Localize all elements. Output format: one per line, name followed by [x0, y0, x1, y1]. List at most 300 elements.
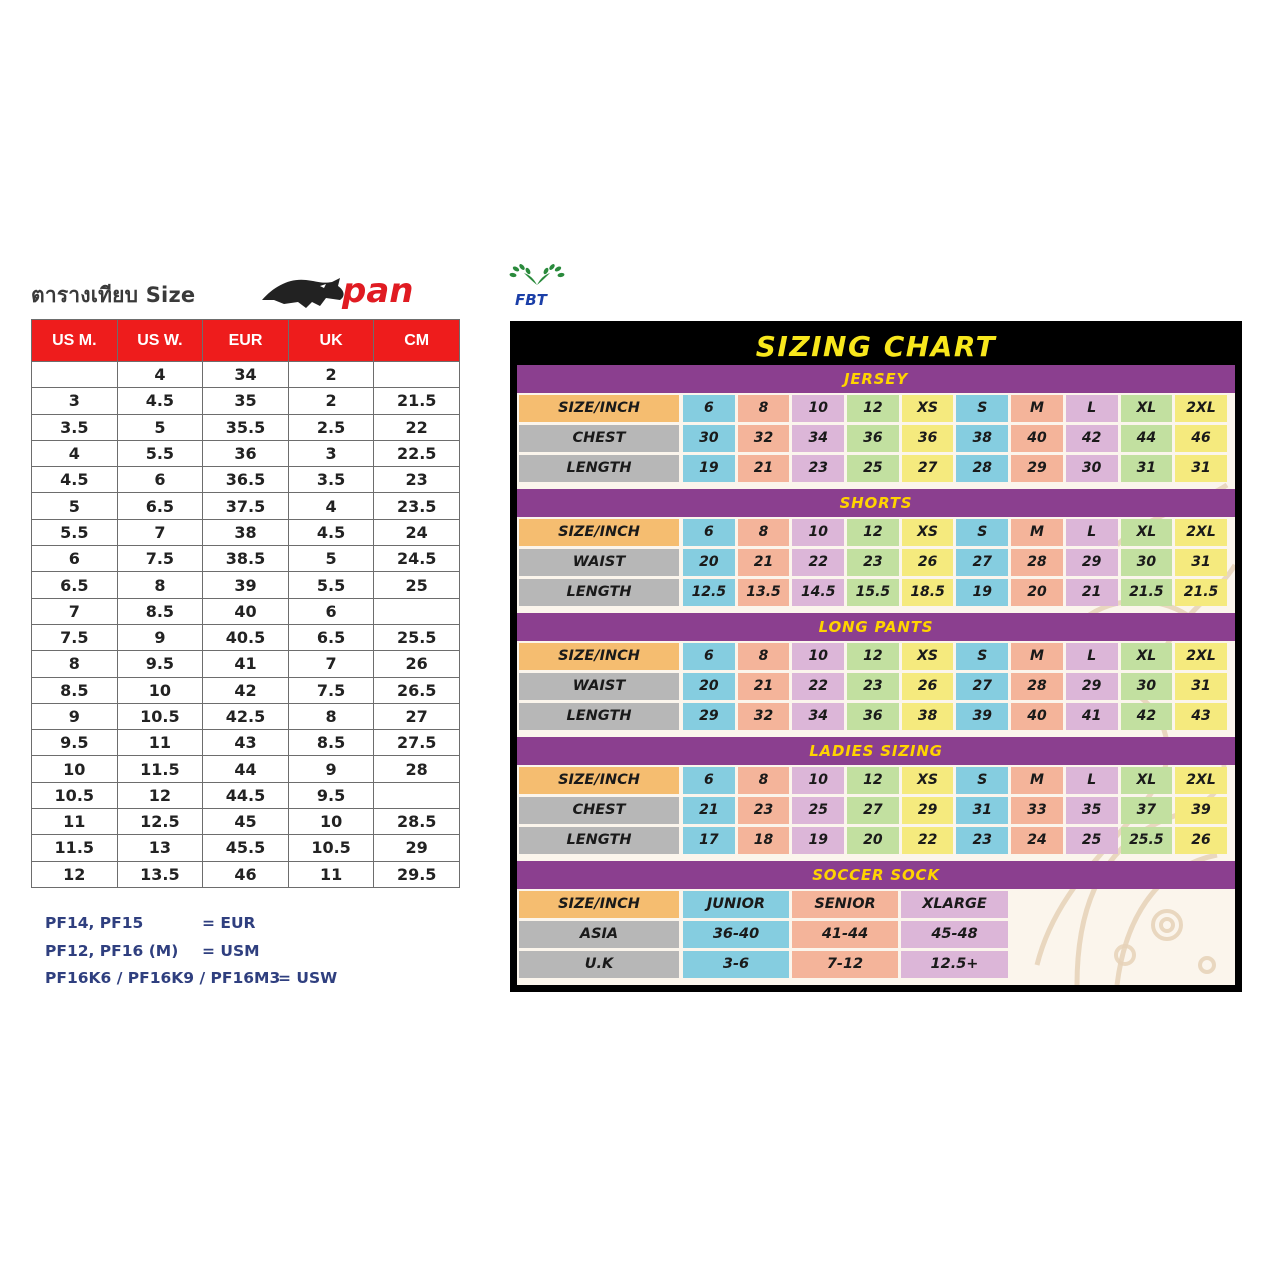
shoe-table-cell: 37.5	[203, 493, 289, 519]
size-value-cell: 27	[847, 797, 899, 824]
shoe-table-row	[32, 467, 460, 493]
size-value-cell: 36	[902, 425, 954, 452]
size-value-cell: XS	[902, 767, 954, 794]
shoe-table-cell: 23.5	[374, 493, 460, 519]
shoe-table-cell: 6	[117, 467, 203, 493]
size-value-cell: 30	[683, 425, 735, 452]
size-row	[517, 425, 1235, 452]
row-label: CHEST	[519, 797, 679, 824]
shoe-table-cell: 9.5	[117, 651, 203, 677]
size-value-cell: 12	[847, 643, 899, 670]
row-label: SIZE/INCH	[519, 767, 679, 794]
size-row	[517, 921, 1235, 948]
shoe-col-header: CM	[374, 320, 460, 362]
size-value-cell: 12	[847, 519, 899, 546]
size-value-cell: 12.5	[683, 579, 735, 606]
size-value-cell: 25.5	[1121, 827, 1173, 854]
shoe-table-cell: 6.5	[288, 624, 374, 650]
shoe-table-row	[32, 414, 460, 440]
size-row	[517, 579, 1235, 606]
size-value-cell: 22	[792, 673, 844, 700]
shoe-table-cell: 8	[117, 572, 203, 598]
shoe-table-cell: 2.5	[288, 414, 374, 440]
section-title: LADIES SIZING	[517, 737, 1235, 765]
size-value-cell: 6	[683, 395, 735, 422]
size-value-cell: 13.5	[738, 579, 790, 606]
section-title: SHORTS	[517, 489, 1235, 517]
shoe-table-cell: 11	[117, 730, 203, 756]
row-label: LENGTH	[519, 579, 679, 606]
size-value-cell: 23	[738, 797, 790, 824]
size-value-cell: XL	[1121, 519, 1173, 546]
size-value-cell: 6	[683, 643, 735, 670]
model-note	[45, 965, 338, 993]
shoe-table-cell: 3	[288, 440, 374, 466]
size-value-cell: 17	[683, 827, 735, 854]
shoe-table-cell: 24	[374, 519, 460, 545]
size-value-cell: 31	[956, 797, 1008, 824]
size-value-cell: 44	[1121, 425, 1173, 452]
size-value-cell: 28	[956, 455, 1008, 482]
shoe-table-cell: 10	[288, 809, 374, 835]
shoe-table-cell: 5	[32, 493, 118, 519]
size-value-cell: 14.5	[792, 579, 844, 606]
size-value-cell: XLARGE	[901, 891, 1008, 918]
shoe-table-cell: 8	[32, 651, 118, 677]
shoe-table-cell: 27	[374, 703, 460, 729]
shoe-table-cell: 36	[203, 440, 289, 466]
size-value-cell: 15.5	[847, 579, 899, 606]
shoe-table-cell: 22	[374, 414, 460, 440]
pan-logo	[260, 270, 460, 314]
shoe-table-cell: 23	[374, 467, 460, 493]
shoe-table-cell: 7.5	[288, 677, 374, 703]
shoe-table-row	[32, 572, 460, 598]
shoe-table-row	[32, 861, 460, 887]
shoe-table-cell: 28.5	[374, 809, 460, 835]
size-value-cell: SENIOR	[792, 891, 898, 918]
shoe-table-cell: 6.5	[32, 572, 118, 598]
shoe-table-cell: 11	[288, 861, 374, 887]
shoe-table-cell: 11	[32, 809, 118, 835]
shoe-table-cell: 13.5	[117, 861, 203, 887]
size-value-cell: 2XL	[1175, 767, 1227, 794]
sizing-chart-title: SIZING CHART	[755, 330, 997, 363]
shoe-table-cell: 45.5	[203, 835, 289, 861]
note-models: PF14, PF15	[45, 914, 144, 932]
size-row	[517, 703, 1235, 730]
size-value-cell: 26	[902, 673, 954, 700]
size-value-cell: XL	[1121, 395, 1173, 422]
size-value-cell: 22	[902, 827, 954, 854]
size-value-cell: JUNIOR	[683, 891, 789, 918]
model-note	[45, 910, 280, 938]
size-value-cell: 19	[683, 455, 735, 482]
shoe-table-cell: 4.5	[288, 519, 374, 545]
note-value: = USM	[202, 941, 260, 960]
shoe-table-row	[32, 835, 460, 861]
size-value-cell: 41-44	[792, 921, 898, 948]
shoe-table-cell: 25.5	[374, 624, 460, 650]
model-notes	[45, 910, 338, 993]
size-value-cell: 21.5	[1121, 579, 1173, 606]
size-value-cell: 8	[738, 395, 790, 422]
size-value-cell: 31	[1121, 455, 1173, 482]
size-value-cell: 31	[1175, 455, 1227, 482]
shoe-table-cell: 26	[374, 651, 460, 677]
size-value-cell: 23	[792, 455, 844, 482]
size-value-cell: L	[1066, 643, 1118, 670]
size-value-cell: 21	[738, 673, 790, 700]
size-value-cell: 27	[956, 673, 1008, 700]
size-value-cell: 21	[683, 797, 735, 824]
size-value-cell: 28	[1011, 673, 1063, 700]
size-value-cell: 40	[1011, 425, 1063, 452]
size-value-cell: 23	[847, 673, 899, 700]
shoe-table-row	[32, 782, 460, 808]
size-value-cell: 22	[792, 549, 844, 576]
model-note	[45, 938, 280, 966]
size-value-cell: XS	[902, 643, 954, 670]
shoe-table-cell: 4	[32, 440, 118, 466]
shoe-table-cell: 8.5	[32, 677, 118, 703]
size-value-cell: M	[1011, 643, 1063, 670]
shoe-table-cell: 40	[203, 598, 289, 624]
shoe-table-cell: 24.5	[374, 546, 460, 572]
size-value-cell: 46	[1175, 425, 1227, 452]
size-value-cell: 38	[902, 703, 954, 730]
shoe-table-cell: 10	[117, 677, 203, 703]
size-value-cell: 45-48	[901, 921, 1008, 948]
shoe-table-cell: 3	[32, 388, 118, 414]
shoe-table-cell: 29.5	[374, 861, 460, 887]
size-value-cell: S	[956, 519, 1008, 546]
size-value-cell: 24	[1011, 827, 1063, 854]
row-label: SIZE/INCH	[519, 891, 679, 918]
shoe-table-cell: 3.5	[32, 414, 118, 440]
shoe-table-cell: 9	[288, 756, 374, 782]
shoe-table-cell: 38.5	[203, 546, 289, 572]
shoe-table-cell: 4.5	[32, 467, 118, 493]
shoe-table-cell: 11.5	[117, 756, 203, 782]
size-row	[517, 455, 1235, 482]
shoe-table-cell: 6	[288, 598, 374, 624]
shoe-table-cell: 34	[203, 362, 289, 388]
shoe-table-cell: 7	[117, 519, 203, 545]
shoe-table-cell: 11.5	[32, 835, 118, 861]
size-value-cell: M	[1011, 767, 1063, 794]
size-value-cell: 20	[847, 827, 899, 854]
size-value-cell: 19	[956, 579, 1008, 606]
size-row	[517, 827, 1235, 854]
size-value-cell: 31	[1175, 549, 1227, 576]
section-title: SOCCER SOCK	[517, 861, 1235, 889]
sizing-sections	[517, 365, 1235, 978]
shoe-table-cell: 2	[288, 362, 374, 388]
shoe-table-cell: 21.5	[374, 388, 460, 414]
shoe-table-row	[32, 388, 460, 414]
shoe-table-row	[32, 546, 460, 572]
size-value-cell: 8	[738, 643, 790, 670]
shoe-table-cell	[32, 362, 118, 388]
shoe-table-cell: 28	[374, 756, 460, 782]
row-label: ASIA	[519, 921, 679, 948]
size-value-cell: 42	[1066, 425, 1118, 452]
size-value-cell: 27	[902, 455, 954, 482]
section-title: JERSEY	[517, 365, 1235, 393]
size-value-cell: 43	[1175, 703, 1227, 730]
size-value-cell: 12	[847, 395, 899, 422]
fbt-logo	[508, 263, 566, 309]
size-value-cell: 3-6	[683, 951, 789, 978]
size-value-cell: 34	[792, 425, 844, 452]
shoe-table-cell: 9	[32, 703, 118, 729]
size-value-cell: 21	[738, 455, 790, 482]
shoe-table-cell: 5	[117, 414, 203, 440]
size-value-cell: XL	[1121, 643, 1173, 670]
row-label: WAIST	[519, 673, 679, 700]
note-value: = USW	[278, 969, 338, 987]
size-row	[517, 643, 1235, 670]
size-value-cell: 20	[683, 673, 735, 700]
size-row	[517, 549, 1235, 576]
shoe-table-row	[32, 519, 460, 545]
size-value-cell: S	[956, 395, 1008, 422]
size-value-cell: S	[956, 643, 1008, 670]
shoe-table-cell: 3.5	[288, 467, 374, 493]
shoe-table-cell: 46	[203, 861, 289, 887]
shoe-table-cell: 35.5	[203, 414, 289, 440]
shoe-table-cell: 29	[374, 835, 460, 861]
row-label: LENGTH	[519, 827, 679, 854]
shoe-table-cell: 5.5	[288, 572, 374, 598]
shoe-table-cell: 5.5	[117, 440, 203, 466]
size-value-cell: 28	[1011, 549, 1063, 576]
shoe-table-cell: 10.5	[288, 835, 374, 861]
pan-brand-text: pan	[342, 271, 414, 311]
size-value-cell: 21	[1066, 579, 1118, 606]
size-value-cell: L	[1066, 519, 1118, 546]
shoe-table-cell: 7	[288, 651, 374, 677]
shoe-table-cell: 8.5	[117, 598, 203, 624]
size-row	[517, 891, 1235, 918]
size-value-cell: 18.5	[902, 579, 954, 606]
shoe-table-cell: 36.5	[203, 467, 289, 493]
size-value-cell: 36-40	[683, 921, 789, 948]
shoe-table-cell: 13	[117, 835, 203, 861]
shoe-table-header	[32, 320, 460, 362]
shoe-table-cell: 40.5	[203, 624, 289, 650]
size-value-cell: XL	[1121, 767, 1173, 794]
row-label: SIZE/INCH	[519, 519, 679, 546]
size-value-cell: 30	[1121, 549, 1173, 576]
size-value-cell: 29	[683, 703, 735, 730]
size-value-cell: 42	[1121, 703, 1173, 730]
size-value-cell: 23	[847, 549, 899, 576]
size-value-cell: 25	[1066, 827, 1118, 854]
shoe-col-header: UK	[288, 320, 374, 362]
size-value-cell: 25	[792, 797, 844, 824]
shoe-table-cell: 2	[288, 388, 374, 414]
note-value: = EUR	[202, 914, 256, 932]
row-label: LENGTH	[519, 455, 679, 482]
size-value-cell: 10	[792, 643, 844, 670]
size-value-cell: 39	[956, 703, 1008, 730]
size-row	[517, 797, 1235, 824]
size-value-cell: 37	[1121, 797, 1173, 824]
shoe-table-cell: 6	[32, 546, 118, 572]
size-value-cell: 12.5+	[901, 951, 1008, 978]
size-value-cell: 19	[792, 827, 844, 854]
size-value-cell: 31	[1175, 673, 1227, 700]
size-value-cell: 2XL	[1175, 643, 1227, 670]
shoe-table-row	[32, 624, 460, 650]
shoe-table-cell: 44.5	[203, 782, 289, 808]
fbt-logo-text: FBT	[515, 291, 547, 309]
shoe-table-row	[32, 809, 460, 835]
shoe-table-cell: 8	[288, 703, 374, 729]
size-value-cell: 40	[1011, 703, 1063, 730]
shoe-table-cell: 26.5	[374, 677, 460, 703]
sizing-chart-body	[517, 365, 1235, 985]
size-value-cell: L	[1066, 395, 1118, 422]
size-value-cell: 26	[902, 549, 954, 576]
shoe-table-cell: 4	[288, 493, 374, 519]
shoe-table-cell: 27.5	[374, 730, 460, 756]
size-row	[517, 767, 1235, 794]
size-value-cell: 34	[792, 703, 844, 730]
size-value-cell: 10	[792, 767, 844, 794]
shoe-table-cell: 42.5	[203, 703, 289, 729]
size-value-cell: 7-12	[792, 951, 898, 978]
size-value-cell: 36	[847, 425, 899, 452]
shoe-table-cell: 9.5	[32, 730, 118, 756]
shoe-table-cell: 6.5	[117, 493, 203, 519]
row-label: U.K	[519, 951, 679, 978]
shoe-table-cell: 45	[203, 809, 289, 835]
size-value-cell: M	[1011, 519, 1063, 546]
shoe-table-row	[32, 362, 460, 388]
shoe-table-cell: 5	[288, 546, 374, 572]
shoe-table-cell	[374, 598, 460, 624]
size-value-cell: 20	[683, 549, 735, 576]
shoe-table-cell: 42	[203, 677, 289, 703]
size-value-cell: 41	[1066, 703, 1118, 730]
row-label: SIZE/INCH	[519, 395, 679, 422]
shoe-table-cell: 43	[203, 730, 289, 756]
shoe-table-cell: 22.5	[374, 440, 460, 466]
shoe-table-row	[32, 651, 460, 677]
size-value-cell: XS	[902, 395, 954, 422]
size-value-cell: 26	[1175, 827, 1227, 854]
sizing-chart	[510, 321, 1242, 992]
size-value-cell: 27	[956, 549, 1008, 576]
size-value-cell: 21	[738, 549, 790, 576]
size-value-cell: 25	[847, 455, 899, 482]
shoe-table-cell: 39	[203, 572, 289, 598]
size-value-cell: 10	[792, 395, 844, 422]
shoe-table-cell: 38	[203, 519, 289, 545]
shoe-size-table	[31, 319, 460, 888]
shoe-table-cell: 7	[32, 598, 118, 624]
size-value-cell: 18	[738, 827, 790, 854]
size-value-cell: 29	[1066, 673, 1118, 700]
size-value-cell: M	[1011, 395, 1063, 422]
size-value-cell: 6	[683, 767, 735, 794]
size-value-cell: L	[1066, 767, 1118, 794]
shoe-table-cell: 35	[203, 388, 289, 414]
shoe-table-row	[32, 598, 460, 624]
shoe-table-cell: 44	[203, 756, 289, 782]
shoe-table-cell: 25	[374, 572, 460, 598]
size-value-cell: 20	[1011, 579, 1063, 606]
shoe-table-cell	[374, 362, 460, 388]
size-value-cell: 21.5	[1175, 579, 1227, 606]
size-value-cell: 29	[1011, 455, 1063, 482]
shoe-table-cell: 5.5	[32, 519, 118, 545]
size-value-cell: 32	[738, 425, 790, 452]
size-value-cell: 29	[1066, 549, 1118, 576]
shoe-table-cell: 12	[117, 782, 203, 808]
row-label: WAIST	[519, 549, 679, 576]
shoe-table-row	[32, 703, 460, 729]
size-value-cell: 10	[792, 519, 844, 546]
shoe-table-cell: 10.5	[117, 703, 203, 729]
shoe-col-header: US M.	[32, 320, 118, 362]
shoe-table-cell: 9.5	[288, 782, 374, 808]
size-value-cell: 6	[683, 519, 735, 546]
row-label: CHEST	[519, 425, 679, 452]
shoe-table-cell: 41	[203, 651, 289, 677]
size-value-cell: 23	[956, 827, 1008, 854]
shoe-table-cell: 4	[117, 362, 203, 388]
shoe-table-cell: 12	[32, 861, 118, 887]
shoe-table-cell: 8.5	[288, 730, 374, 756]
size-row	[517, 519, 1235, 546]
shoe-table-row	[32, 756, 460, 782]
section-title: LONG PANTS	[517, 613, 1235, 641]
shoe-table-cell: 9	[117, 624, 203, 650]
shoe-col-header: US W.	[117, 320, 203, 362]
size-value-cell: 38	[956, 425, 1008, 452]
size-value-cell: 8	[738, 767, 790, 794]
shoe-table-cell: 10.5	[32, 782, 118, 808]
note-models: PF16K6 / PF16K9 / PF16M3	[45, 969, 281, 987]
row-label: LENGTH	[519, 703, 679, 730]
shoe-col-header: EUR	[203, 320, 289, 362]
shoe-table-cell	[374, 782, 460, 808]
shoe-table-cell: 7.5	[32, 624, 118, 650]
size-value-cell: 30	[1066, 455, 1118, 482]
pan-size-title: ตารางเทียบ Size	[31, 283, 196, 307]
size-value-cell: 2XL	[1175, 519, 1227, 546]
shoe-table-cell: 7.5	[117, 546, 203, 572]
row-label: SIZE/INCH	[519, 643, 679, 670]
size-value-cell: 30	[1121, 673, 1173, 700]
shoe-table-cell: 12.5	[117, 809, 203, 835]
size-value-cell: 2XL	[1175, 395, 1227, 422]
size-value-cell: 39	[1175, 797, 1227, 824]
shoe-table-row	[32, 677, 460, 703]
size-value-cell: 32	[738, 703, 790, 730]
size-value-cell: 36	[847, 703, 899, 730]
note-models: PF12, PF16 (M)	[45, 941, 179, 960]
size-value-cell: 8	[738, 519, 790, 546]
size-row	[517, 673, 1235, 700]
shoe-table-row	[32, 440, 460, 466]
shoe-table-row	[32, 730, 460, 756]
shoe-table-row	[32, 493, 460, 519]
